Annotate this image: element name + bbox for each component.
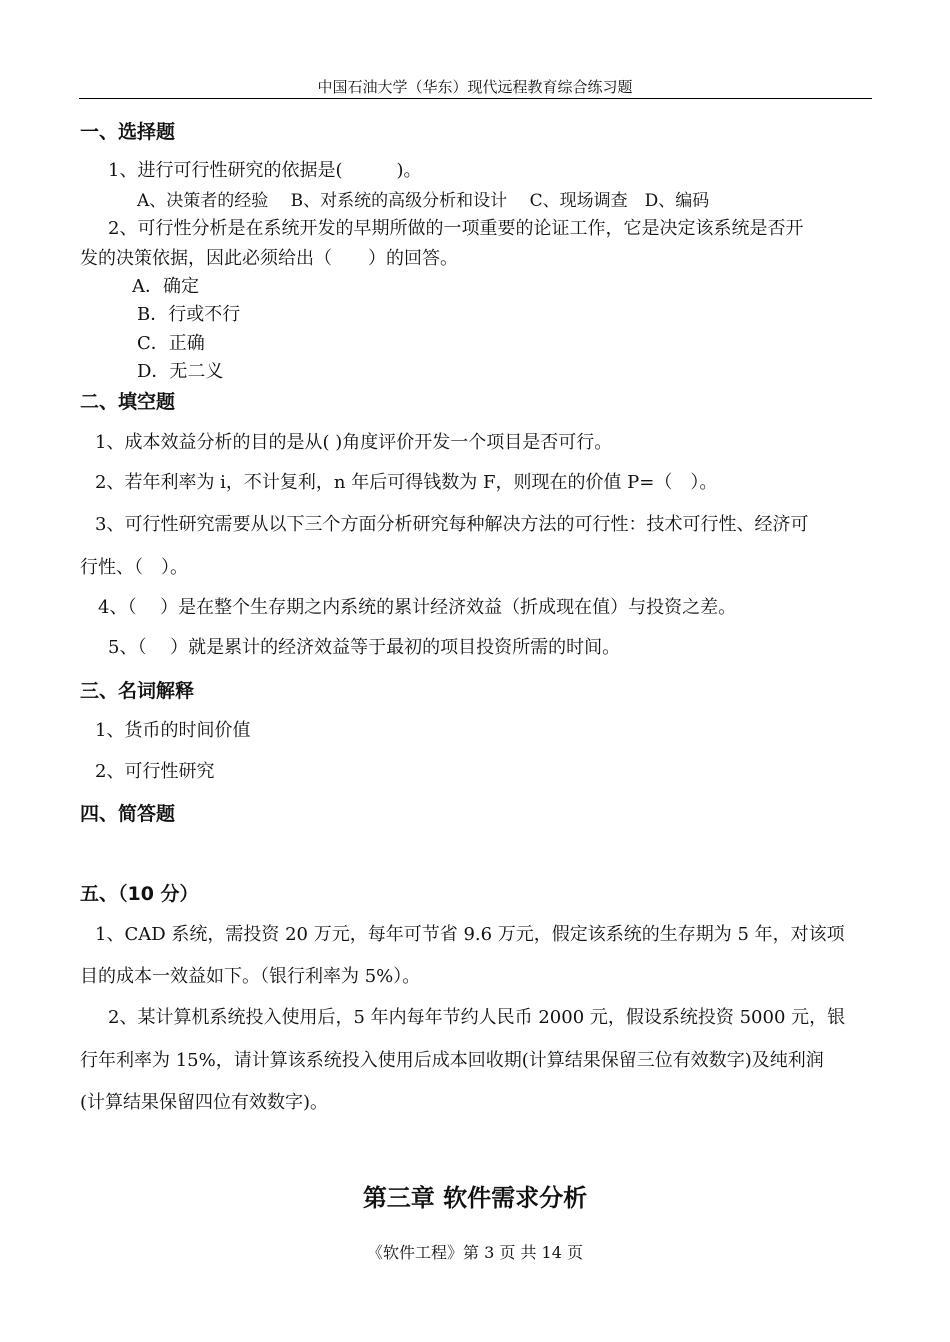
option-a: A．确定 [132,276,199,297]
question-text: 3、可行性研究需要从以下三个方面分析研究每种解决方法的可行性：技术可行性、经济可 [95,514,809,535]
question-text: 2、可行性研究 [95,761,215,782]
question-text: (计算结果保留四位有效数字)。 [80,1092,329,1113]
question-text: 2、若年利率为 i，不计复利，n 年后可得钱数为 F，则现在的价值 P=（ ）。 [95,472,718,493]
page-footer: 《软件工程》第 3 页 共 14 页 [367,1243,583,1262]
question-text: 1、成本效益分析的目的是从( )角度评价开发一个项目是否可行。 [95,432,613,453]
section-title-choice: 一、选择题 [80,121,176,143]
question-text: 1、货币的时间价值 [95,720,251,741]
question-text: 2、某计算机系统投入使用后，5 年内每年节约人民币 2000 元，假设系统投资 5000 元，银 [108,1007,846,1028]
section-title-terms: 三、名词解释 [80,680,195,702]
option-d: D．无二义 [137,361,224,382]
question-text: 4、（ ）是在整个生存期之内系统的累计经济效益（折成现在值）与投资之差。 [98,597,737,618]
page-header: 中国石油大学（华东）现代远程教育综合练习题 [317,78,633,96]
section-title-calc: 五、（10 分） [80,883,199,905]
question-options: A、决策者的经验 B、对系统的高级分析和设计 C、现场调查 D、编码 [137,191,710,211]
question-text: 行性、（ ）。 [80,557,188,578]
option-c: C．正确 [137,333,205,354]
option-b: B．行或不行 [137,304,241,325]
section-title-short: 四、简答题 [80,803,176,825]
question-text: 发的决策依据，因此必须给出（ ）的回答。 [80,248,458,269]
chapter-title: 第三章 软件需求分析 [362,1183,588,1212]
header-rule [79,98,872,99]
question-text: 1、CAD 系统，需投资 20 万元，每年可节省 9.6 万元，假定该系统的生存期为 5 年，对该项 [95,924,845,945]
question-text: 目的成本一效益如下。（银行利率为 5%）。 [80,966,421,987]
question-text: 行年利率为 15%，请计算该系统投入使用后成本回收期(计算结果保留三位有效数字)及纯利润 [80,1050,824,1071]
section-title-fill: 二、填空题 [80,391,176,413]
question-text: 1、进行可行性研究的依据是( )。 [108,160,422,181]
question-text: 5、（ ）就是累计的经济效益等于最初的项目投资所需的时间。 [108,637,621,658]
question-text: 2、可行性分析是在系统开发的早期所做的一项重要的论证工作，它是决定该系统是否开 [108,218,804,239]
